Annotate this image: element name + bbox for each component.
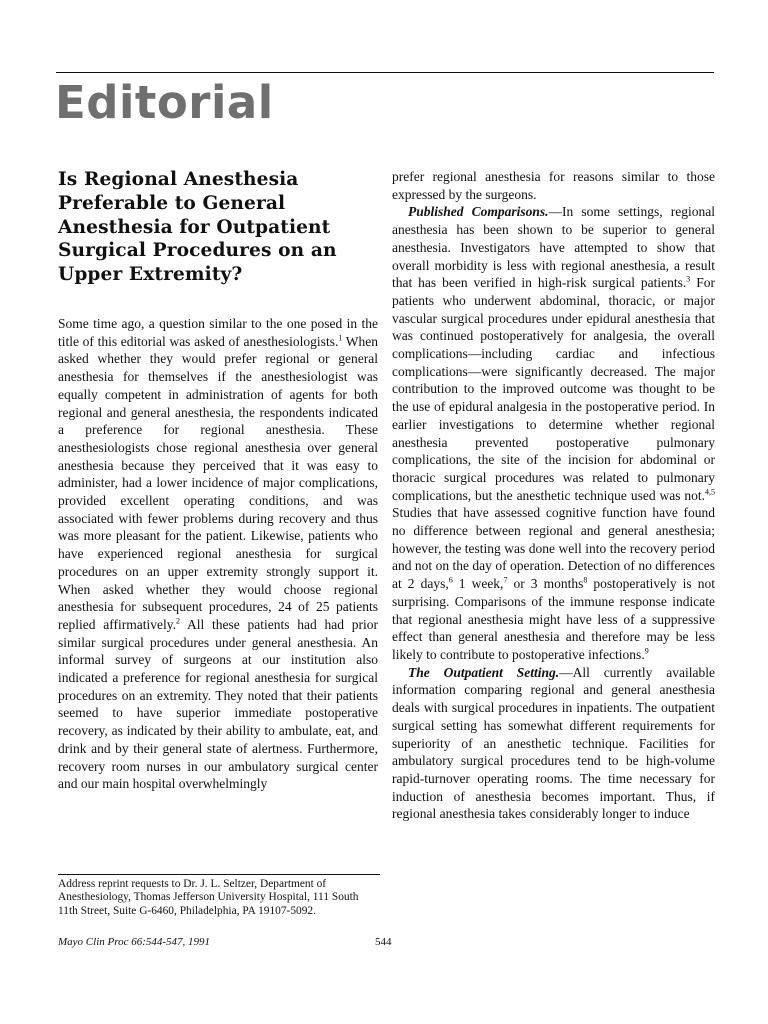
footnote: Address reprint requests to Dr. J. L. Seltzer, Department of Anesthesiology, Thomas Jefferson University Hospital, 111 South 11th Street, Suite G-6460, Philadelphia, PA 19107-5092. [58,878,359,917]
reference-marker: 2 [175,616,180,626]
journal-citation: Mayo Clin Proc 66:544-547, 1991 [58,936,211,948]
reference-marker: 7 [503,575,508,585]
reference-marker: 4,5 [705,487,715,497]
reference-marker: 6 [448,575,453,585]
body-paragraph: The Outpatient Setting.—All currently available information comparing regional and general anesthesia deals with surgical procedures in inpatients. The outpatient surgical setting has somewhat different requirements for superiority of an anesthetic technique. Facilities for ambulatory surgical procedures tend to be high-volume rapid-turnover operating rooms. The time necessary for induction of anesthesia becomes important. Thus, if regional anesthesia takes considerably longer to induce [392,664,715,822]
section-title: Editorial [55,76,274,129]
body-paragraph: Some time ago, a question similar to the one posed in the title of this editorial was asked of anesthesiologists.$^1$ When asked whether they would prefer regional or general anesthesia for themselves if the anesthesiologist was equally competent in administration of agents for both regional and general anesthesia, the respondents indicated a preference for regional anesthesia. These anesthesiologists chose regional anesthesia over general anesthesia because they perceived that it was easy to administer, had a lower incidence of major complications, provided excellent operating conditions, and was associated with fewer problems during recovery and thus was more pleasant for the patient. Likewise, patients who have experienced regional anesthesia for surgical procedures on an upper extremity strongly support it. When asked whether they would choose regional anesthesia for subsequent procedures, 24 of 25 patients replied affirmatively.$^2$ All these patients had had prior similar surgical procedures under general anesthesia. An informal survey of surgeons at our institution also indicated a preference for regional anesthesia for surgical procedures on an extremity. They noted that their patients seemed to have superior immediate postoperative recovery, as indicated by their ability to ambulate, eat, and drink and by their general state of alertness. Furthermore, recovery room nurses in our ambulatory surgical center and our main hospital overwhelmingly [58,315,378,792]
body-paragraph: Published Comparisons.—In some settings, regional anesthesia has been shown to be superior to general anesthesia. Investigators have attempted to show that overall morbidity is less with regional anesthesia, a result that has been verified in high-risk surgical patients.$^3$ For patients who underwent abdominal, thoracic, or major vascular surgical procedures under epidural anesthesia that was continued postoperatively for analgesia, the overall complications—including cardiac and infectious complications—were significantly decreased. The major contribution to the improved outcome was thought to be the use of epidural analgesia in the postoperative period. In earlier investigations to determine whether regional anesthesia prevented postoperative pulmonary complications, the site of the incision for abdominal or thoracic surgical procedures was related to pulmonary complications, but the anesthetic technique used was not.$^{4,5}$ Studies that have assessed cognitive function have found no difference between regional and general anesthesia; however, the testing was done well into the recovery period and not on the day of operation. Detection of no differences at 2 days,$^6$ 1 week,$^7$ or 3 months$^8$ postoperatively is not surprising. Comparisons of the immune response indicate that regional anesthesia might have less of a suppressive effect than general anesthesia and therefore may be less likely to contribute to postoperative infections.$^9$ [392,204,715,662]
left-body [58,315,378,793]
reference-marker: 9 [644,646,649,656]
left-column [58,168,378,793]
subsection-heading: The Outpatient Setting. [408,664,560,680]
body-paragraph: prefer regional anesthesia for reasons similar to those expressed by the surgeons. [392,169,715,202]
footnote-rule [58,874,380,875]
page-number: 544 [375,936,392,948]
article-title: Is Regional Anesthesia Preferable to General Anesthesia for Outpatient Surgical Procedures on an Upper Extremity? [58,169,337,286]
reference-marker: 3 [686,274,691,284]
reference-marker: 1 [338,333,343,343]
right-column [392,168,715,823]
subsection-heading: Published Comparisons. [408,204,549,220]
reference-marker: 8 [583,575,588,585]
top-rule [56,72,714,73]
